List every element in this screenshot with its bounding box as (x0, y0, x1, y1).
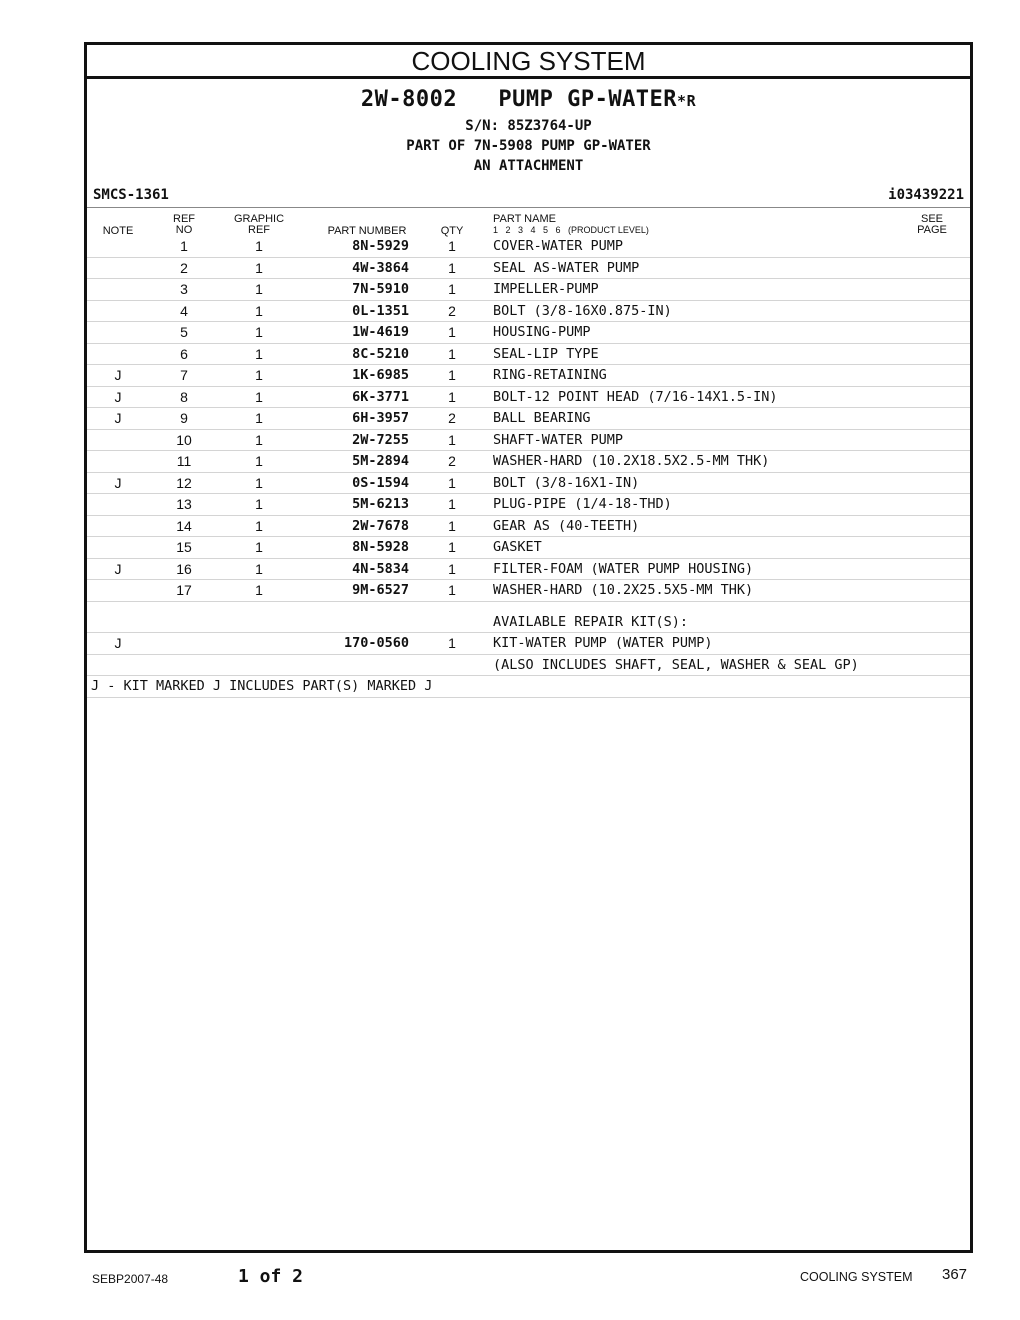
table-row (87, 537, 970, 559)
table-row (87, 279, 970, 301)
part-qty: 1 (448, 388, 456, 405)
kit-qty: 1 (448, 635, 456, 651)
part-qty: 1 (448, 259, 456, 276)
table-row (87, 322, 970, 344)
header-divider (87, 207, 970, 208)
part-graphic-ref: 1 (255, 281, 263, 297)
part-number[interactable]: 6H-3957 (352, 410, 409, 426)
part-name: BOLT (3/8-16X0.875-IN) (493, 302, 672, 319)
part-ref-no: 3 (180, 281, 188, 297)
part-number[interactable]: 5M-2894 (352, 453, 409, 469)
footer-page-of: 1 of 2 (238, 1266, 304, 1287)
part-ref-no: 4 (180, 302, 188, 319)
part-number[interactable]: 5M-6213 (352, 496, 409, 512)
part-graphic-ref: 1 (255, 410, 263, 426)
col-header-graphic-ref: GRAPHIC REF (233, 213, 285, 236)
part-graphic-ref: 1 (255, 388, 263, 405)
part-name: BALL BEARING (493, 410, 591, 426)
part-ref-no: 7 (180, 367, 188, 383)
part-graphic-ref: 1 (255, 302, 263, 319)
part-number[interactable]: 8N-5928 (352, 539, 409, 555)
part-number[interactable]: 2W-7678 (352, 517, 409, 534)
part-graphic-ref: 1 (255, 582, 263, 598)
part-ref-no: 17 (176, 582, 192, 598)
col-header-part-name: PART NAME (493, 213, 556, 225)
table-row (87, 301, 970, 323)
table-row (87, 408, 970, 430)
part-ref-no: 10 (176, 431, 192, 448)
table-row (87, 430, 970, 452)
parts-table (87, 236, 970, 698)
part-number[interactable]: 4N-5834 (352, 560, 409, 577)
part-qty: 1 (448, 582, 456, 598)
illustration-id: i03439221 (888, 187, 964, 203)
section-title: COOLING SYSTEM (87, 45, 970, 79)
part-ref-no: 9 (180, 410, 188, 426)
col-header-ref-no: REF NO (173, 213, 195, 236)
table-row (87, 580, 970, 602)
part-qty: 1 (448, 281, 456, 297)
table-row (87, 387, 970, 409)
part-ref-no: 14 (176, 517, 192, 534)
table-row (87, 494, 970, 516)
part-graphic-ref: 1 (255, 496, 263, 512)
part-graphic-ref: 1 (255, 517, 263, 534)
part-graphic-ref: 1 (255, 539, 263, 555)
table-row (87, 451, 970, 473)
part-ref-no: 8 (180, 388, 188, 405)
attachment-type: AN ATTACHMENT (473, 158, 584, 174)
col-header-see-page: SEE PAGE (917, 213, 947, 236)
page-frame (84, 42, 973, 1253)
footer-section: COOLING SYSTEM (800, 1270, 913, 1284)
part-qty: 1 (448, 539, 456, 555)
footnote-row (87, 676, 970, 698)
part-qty: 1 (448, 345, 456, 362)
part-name: COVER-WATER PUMP (493, 238, 624, 254)
part-name: FILTER-FOAM (WATER PUMP HOUSING) (493, 560, 754, 577)
part-of: PART OF 7N-5908 PUMP GP-WATER (406, 138, 651, 154)
part-number[interactable]: 6K-3771 (352, 388, 409, 405)
part-note: J (114, 410, 122, 426)
part-graphic-ref: 1 (255, 259, 263, 276)
part-graphic-ref: 1 (255, 345, 263, 362)
part-name: WASHER-HARD (10.2X18.5X2.5-MM THK) (493, 453, 770, 469)
serial-number: S/N: 85Z3764-UP (465, 118, 592, 134)
table-row (87, 365, 970, 387)
part-qty: 2 (448, 302, 456, 319)
kit-row (87, 633, 970, 655)
part-ref-no: 6 (180, 345, 188, 362)
part-ref-no: 5 (180, 324, 188, 340)
part-name: GASKET (493, 539, 542, 555)
part-number[interactable]: 7N-5910 (352, 281, 409, 297)
part-note: J (114, 560, 122, 577)
kit-continuation: (ALSO INCLUDES SHAFT, SEAL, WASHER & SEAL GP) (493, 656, 859, 673)
part-qty: 1 (448, 367, 456, 383)
smcs-code: SMCS-1361 (93, 187, 169, 203)
part-graphic-ref: 1 (255, 431, 263, 448)
part-qty: 2 (448, 453, 456, 469)
part-number[interactable]: 2W-7255 (352, 431, 409, 448)
part-ref-no: 11 (176, 453, 192, 469)
part-note: J (114, 388, 122, 405)
part-graphic-ref: 1 (255, 238, 263, 254)
col-header-part-number: PART NUMBER (327, 225, 407, 237)
kit-heading: AVAILABLE REPAIR KIT(S): (493, 613, 689, 630)
part-ref-no: 15 (176, 539, 192, 555)
part-name: BOLT-12 POINT HEAD (7/16-14X1.5-IN) (493, 388, 778, 405)
part-name: RING-RETAINING (493, 367, 607, 383)
part-qty: 1 (448, 431, 456, 448)
part-graphic-ref: 1 (255, 324, 263, 340)
table-row (87, 473, 970, 495)
table-row (87, 516, 970, 538)
kit-heading-row (87, 612, 970, 634)
part-graphic-ref: 1 (255, 453, 263, 469)
part-name: SEAL-LIP TYPE (493, 345, 599, 362)
footer-page-number: 367 (942, 1266, 968, 1283)
group-title (87, 87, 970, 112)
part-number[interactable]: 0S-1594 (352, 474, 409, 491)
table-row (87, 258, 970, 280)
kit-footnote: J - KIT MARKED J INCLUDES PART(S) MARKED J (91, 678, 433, 694)
part-name: BOLT (3/8-16X1-IN) (493, 474, 640, 491)
part-name: HOUSING-PUMP (493, 324, 591, 340)
table-spacer (87, 602, 970, 612)
part-name: PLUG-PIPE (1/4-18-THD) (493, 496, 672, 512)
part-number[interactable]: 0L-1351 (352, 302, 409, 319)
part-qty: 2 (448, 410, 456, 426)
part-number[interactable]: 8C-5210 (352, 345, 409, 362)
kit-continuation-row (87, 655, 970, 677)
part-ref-no: 2 (180, 259, 188, 276)
part-qty: 1 (448, 238, 456, 254)
part-qty: 1 (448, 474, 456, 491)
group-part-number: 2W-8002 (360, 87, 458, 112)
part-name: IMPELLER-PUMP (493, 281, 599, 297)
part-qty: 1 (448, 560, 456, 577)
kit-note: J (114, 635, 122, 651)
part-graphic-ref: 1 (255, 560, 263, 577)
col-header-qty: QTY (440, 225, 464, 237)
part-number[interactable]: 4W-3864 (352, 259, 409, 276)
group-name: PUMP GP-WATER (498, 87, 678, 112)
footer-doc-id: SEBP2007-48 (92, 1272, 169, 1286)
part-note: J (114, 367, 122, 383)
part-number[interactable]: 9M-6527 (352, 582, 409, 598)
part-number[interactable]: 1K-6985 (352, 367, 409, 383)
part-ref-no: 16 (176, 560, 192, 577)
part-graphic-ref: 1 (255, 474, 263, 491)
part-name: GEAR AS (40-TEETH) (493, 517, 640, 534)
table-row (87, 559, 970, 581)
part-ref-no: 12 (176, 474, 192, 491)
kit-part-number[interactable]: 170-0560 (343, 635, 409, 651)
group-suffix: *R (677, 92, 697, 110)
part-name: WASHER-HARD (10.2X25.5X5-MM THK) (493, 582, 754, 598)
part-note: J (114, 474, 122, 491)
part-name: SEAL AS-WATER PUMP (493, 259, 640, 276)
part-number[interactable]: 1W-4619 (352, 324, 409, 340)
part-qty: 1 (448, 324, 456, 340)
part-graphic-ref: 1 (255, 367, 263, 383)
table-row (87, 344, 970, 366)
part-qty: 1 (448, 496, 456, 512)
table-row (87, 236, 970, 258)
col-header-note: NOTE (102, 225, 134, 237)
kit-name: KIT-WATER PUMP (WATER PUMP) (493, 635, 713, 651)
part-qty: 1 (448, 517, 456, 534)
col-header-product-level: 1 2 3 4 5 6 (PRODUCT LEVEL) (493, 225, 649, 235)
part-ref-no: 13 (176, 496, 192, 512)
part-name: SHAFT-WATER PUMP (493, 431, 624, 448)
part-number[interactable]: 8N-5929 (352, 238, 409, 254)
part-ref-no: 1 (180, 238, 188, 254)
